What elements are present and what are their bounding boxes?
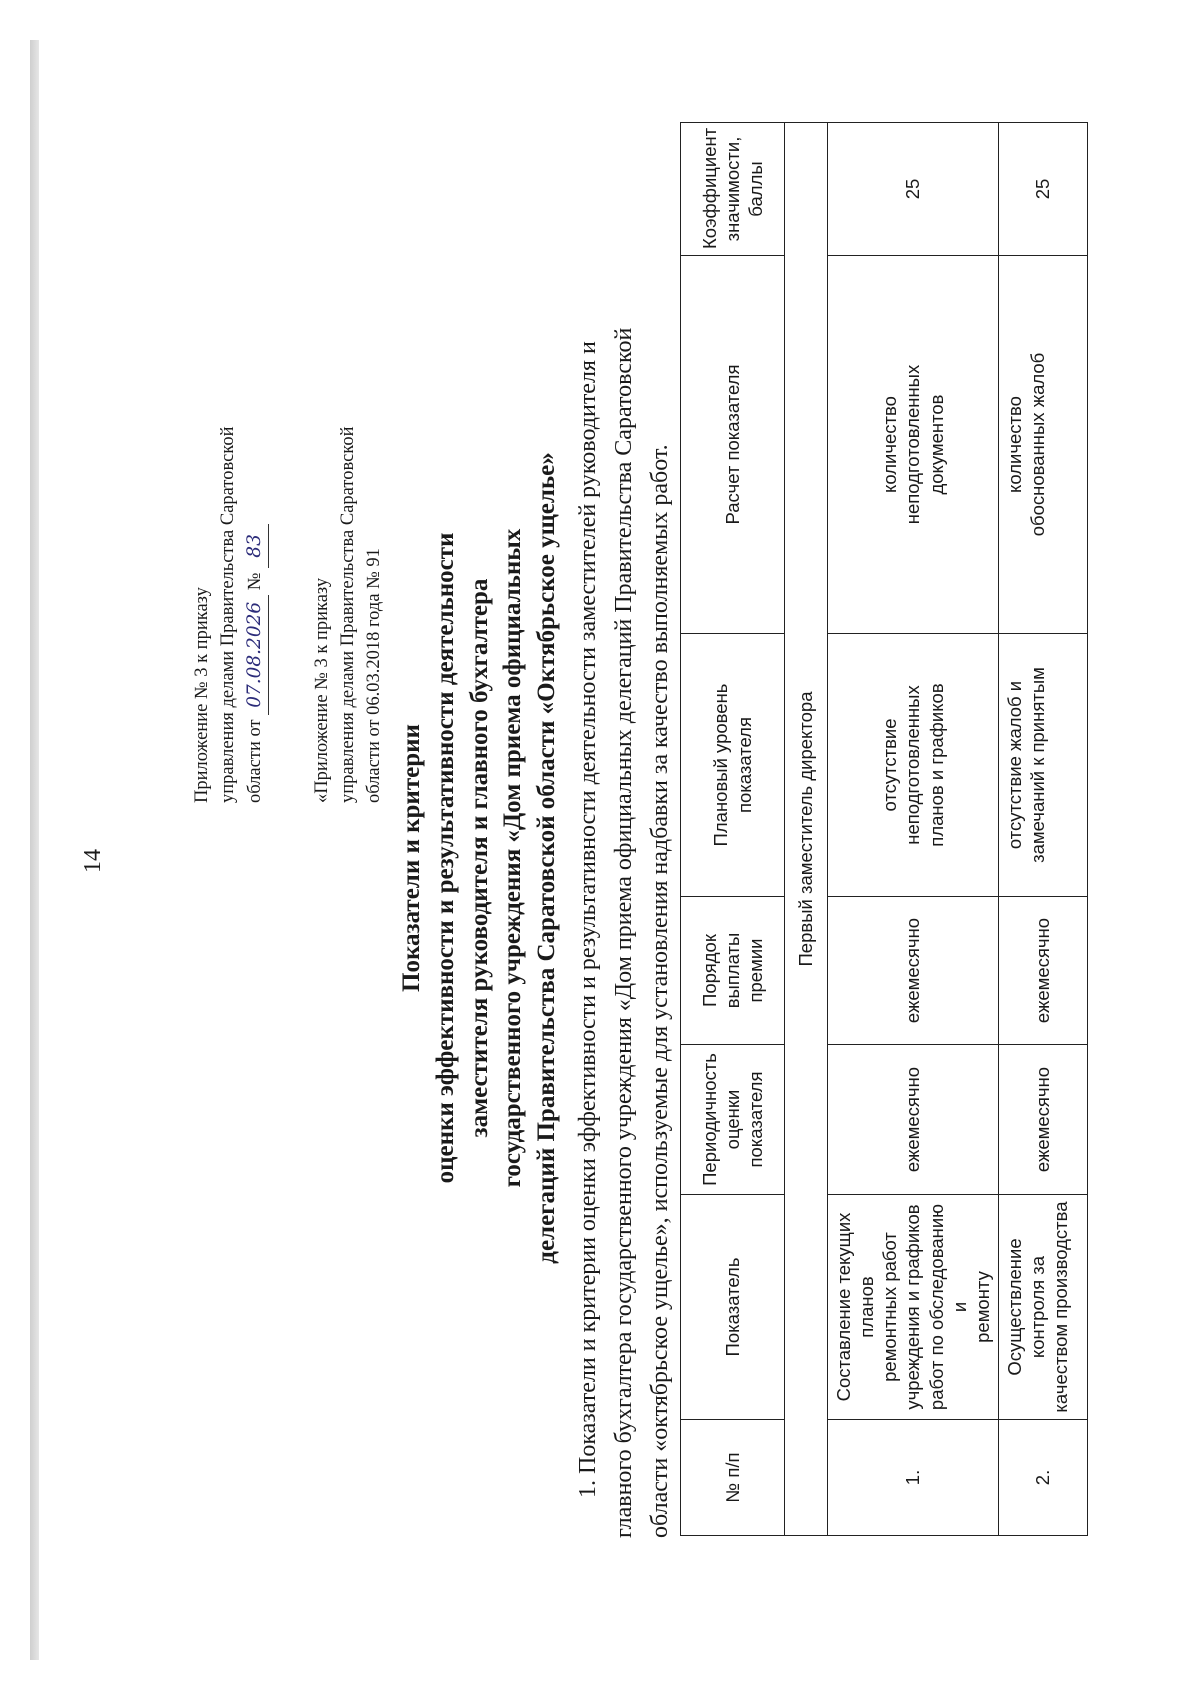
header-coef xyxy=(681,123,785,256)
cell-period: ежемесячно xyxy=(828,1045,999,1195)
cell-coef: 25 xyxy=(998,123,1087,256)
header-text: значимости, xyxy=(721,136,743,242)
title-line: делегаций Правительства Саратовской области «Октябрьское ущелье» xyxy=(533,452,560,1264)
cell-num: 1. xyxy=(828,1420,999,1536)
appendix-line: управления делами Правительства Саратовской xyxy=(337,426,358,803)
page-number: 14 xyxy=(80,849,106,873)
cell-num: 2. xyxy=(998,1420,1087,1536)
cell-text: работ по обследованию и xyxy=(925,1203,970,1411)
appendix-line: «Приложение № 3 к приказу xyxy=(312,577,332,803)
header-text: показателя xyxy=(733,717,755,814)
cell-text: документов xyxy=(925,394,947,495)
appendix-line: области от 06.03.2018 года № 91 xyxy=(363,548,384,803)
cell-text: отсутствие жалоб и xyxy=(1003,680,1025,850)
cell-indicator xyxy=(828,1195,999,1420)
cell-text: неподготовленных xyxy=(902,685,924,845)
cell-text: замечаний к принятым xyxy=(1027,667,1048,863)
number-label: № xyxy=(244,572,265,591)
table-header-row xyxy=(681,123,785,1536)
scan-edge xyxy=(30,40,39,1660)
header-indicator: Показатель xyxy=(681,1195,785,1420)
intro-line: 1. Показатели и критерии оценки эффективности и результативности деятельности заместителей руководителя и xyxy=(575,341,601,1498)
header-text: баллы xyxy=(745,161,767,217)
cell-text: ремонту xyxy=(971,1271,993,1343)
cell-period: ежемесячно xyxy=(998,1045,1087,1195)
table-row xyxy=(998,123,1087,1536)
cell-calc xyxy=(998,256,1087,634)
cell-coef: 25 xyxy=(828,123,999,256)
appendix-line: управления делами Правительства Саратовской xyxy=(217,426,238,803)
title-line: заместителя руководителя и главного бухгалтера xyxy=(465,578,493,1138)
intro-line: области «октябрьское ущелье», используемые для установления надбавки за качество выполняемых работ. xyxy=(647,444,673,1538)
title-line: оценки эффективности и результативности деятельности xyxy=(431,532,459,1184)
header-num: № п/п xyxy=(681,1420,785,1536)
cell-text: учреждения и графиков xyxy=(902,1204,924,1410)
header-text: оценки xyxy=(721,1089,743,1150)
title-line: государственного учреждения «Дом приема официальных xyxy=(499,528,527,1188)
header-payment xyxy=(681,897,785,1045)
intro-line: главного бухгалтера государственного учреждения «Дом приема официальных делегаций Правительства Саратовской xyxy=(611,327,637,1538)
rotated-page xyxy=(40,53,1160,1653)
header-text: показателя xyxy=(745,1071,767,1168)
section-row xyxy=(785,123,828,1536)
handwritten-number: 83 xyxy=(242,524,269,568)
title-line: Показатели и критерии xyxy=(398,724,425,992)
header-calc: Расчет показателя xyxy=(681,256,785,634)
cell-text: отсутствие xyxy=(879,718,901,812)
cell-text: количество xyxy=(1003,396,1025,493)
section-title: Первый заместитель директора xyxy=(785,123,828,1536)
appendix-current xyxy=(190,153,269,803)
cell-text: количество xyxy=(879,396,901,493)
cell-text: планов и графиков xyxy=(925,683,947,847)
header-text: Плановый уровень xyxy=(710,683,732,847)
cell-text: Составление текущих планов xyxy=(833,1212,878,1402)
cell-text: неподготовленных xyxy=(902,364,924,525)
appendix-line xyxy=(242,153,269,803)
appendix-line: Приложение № 3 к приказу xyxy=(192,587,212,803)
cell-calc xyxy=(828,256,999,634)
cell-planned xyxy=(828,634,999,897)
header-text: премии xyxy=(745,938,767,1003)
header-planned xyxy=(681,634,785,897)
header-text: выплаты xyxy=(721,932,743,1009)
cell-payment: ежемесячно xyxy=(828,897,999,1045)
criteria-table xyxy=(680,122,1088,1536)
appendix-date-prefix: области от xyxy=(244,719,265,803)
header-text: Коэффициент xyxy=(698,127,720,249)
cell-text: обоснованных жалоб xyxy=(1027,352,1048,537)
header-text: Периодичность xyxy=(698,1053,720,1186)
header-period xyxy=(681,1045,785,1195)
cell-indicator xyxy=(998,1195,1087,1420)
handwritten-date: 07.08.2026 xyxy=(242,595,269,715)
cell-planned xyxy=(998,634,1087,897)
cell-payment: ежемесячно xyxy=(998,897,1087,1045)
header-text: Порядок xyxy=(698,934,720,1007)
cell-text: качеством производства xyxy=(1050,1201,1072,1413)
cell-text: ремонтных работ xyxy=(879,1232,901,1382)
intro-paragraph xyxy=(570,128,678,1538)
appendix-previous xyxy=(310,153,388,803)
table-row xyxy=(828,123,999,1536)
document-title xyxy=(395,183,564,1533)
cell-text: Осуществление контроля за xyxy=(1003,1238,1048,1376)
